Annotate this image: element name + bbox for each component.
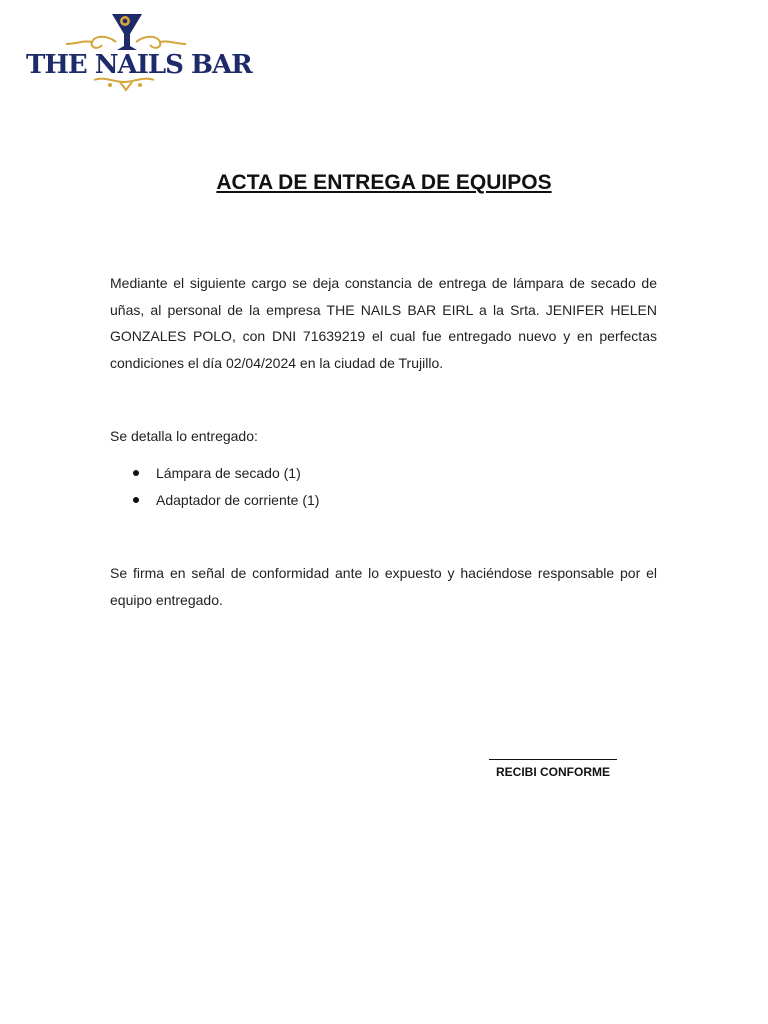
conformity-paragraph: Se firma en señal de conformidad ante lo expuesto y haciéndose responsable por el equipo entregado. (110, 565, 657, 608)
document-title: ACTA DE ENTREGA DE EQUIPOS (216, 171, 552, 194)
details-heading: Se detalla lo entregado: (110, 428, 258, 444)
intro-paragraph: Mediante el siguiente cargo se deja constancia de entrega de lámpara de secado de uñas, al personal de la empresa THE NAILS BAR EIRL a la Srta. JENIFER HELEN GONZALES POLO, con DNI 71639219 el cual fue entregado nuevo y en perfectas condiciones el día 02/04/2024 en la ciudad de Trujillo. (110, 275, 657, 372)
signature-line (489, 759, 617, 760)
signature-label: RECIBI CONFORME (496, 765, 610, 779)
delivered-items-list (110, 460, 610, 514)
list-item: Lámpara de secado (1) (110, 460, 610, 487)
list-item: Adaptador de corriente (1) (110, 487, 610, 514)
logo-text: THE NAILS BAR (26, 50, 252, 80)
company-logo (24, 10, 252, 98)
